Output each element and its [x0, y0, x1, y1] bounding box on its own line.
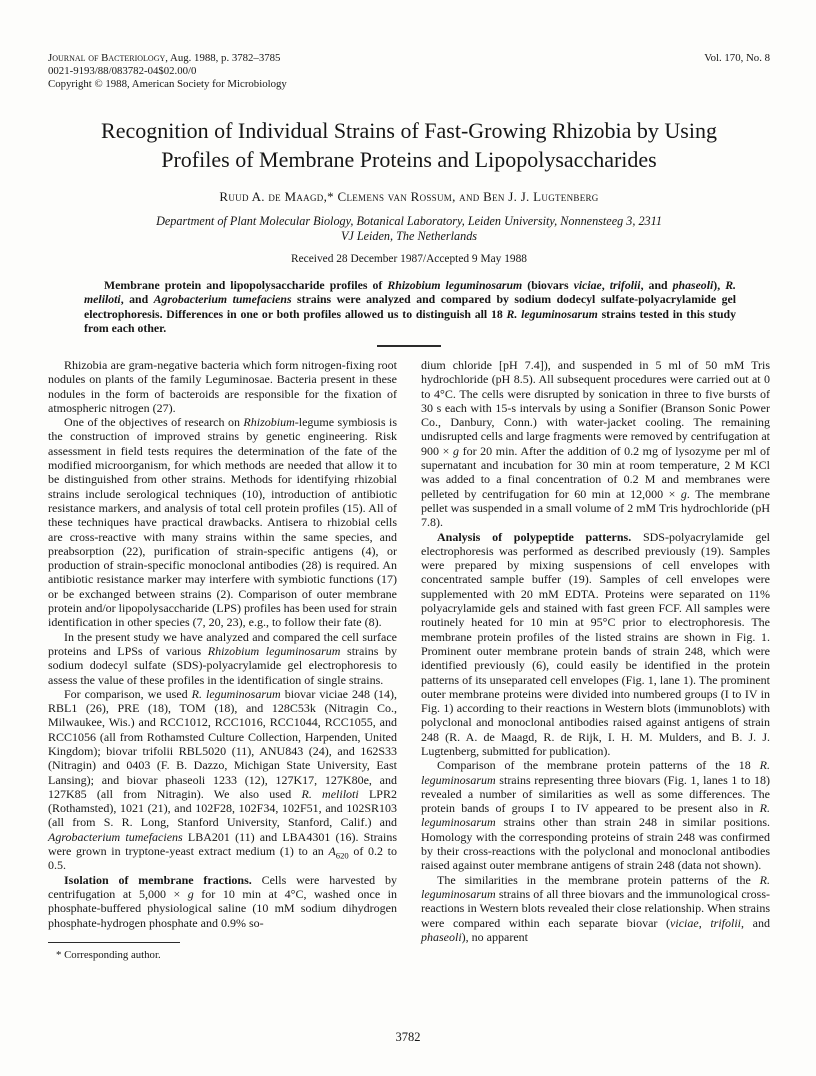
- left-column: [48, 358, 397, 962]
- corresponding-author-note: * Corresponding author.: [56, 948, 161, 961]
- article-title: Recognition of Individual Strains of Fast-Growing Rhizobia by Using Profiles of Membrane Proteins and Lipopolysaccharides: [101, 117, 717, 172]
- issn-line: 0021-9193/88/083782-04$02.00/0: [48, 65, 197, 78]
- authors-line: Ruud A. de Maagd,* Clemens van Rossum, and Ben J. J. Lugtenberg: [219, 188, 599, 204]
- paragraph: Analysis of polypeptide patterns. SDS-polyacrylamide gel electrophoresis was performed as described previously (19). Samples were prepared by mixing suspensions of cell envelopes with concentrated sample buffer (19). Samples of cell envelopes were supplemented with 20 mM EDTA. Proteins were separated on 11% polyacrylamide gels and stained with fast green FCF. All samples were routinely heated for 10 min at 95°C prior to electrophoresis. The membrane protein profiles of the listed strains are shown in Fig. 1. Prominent outer membrane protein bands of strain 248, which were identified previously (6), could easily be identified in the protein patterns of its unseparated cell envelopes (Fig. 1, lane 1). The prominent outer membrane proteins were divided into numbered groups (I to IV in Fig. 1) according to their reactions in Western blots (immunoblots) with polyclonal and monoclonal antibodies raised against antigens of strain 248 (R. A. de Maagd, R. de Rijk, I. H. M. Mulders, and B. J. J. Lugtenberg, submitted for publication).: [421, 529, 770, 758]
- received-dates: Received 28 December 1987/Accepted 9 May 1988: [291, 252, 527, 265]
- footnote-rule: [48, 942, 180, 943]
- footnote-block: [48, 942, 397, 962]
- paragraph: For comparison, we used R. leguminosarum biovar viciae 248 (14), RBL1 (26), PRE (18), TOM (18), and 128C53k (Nitragin Co., Milwaukee, Wis.) and RCC1012, RCC1016, RCC1044, RCC1055, and RCC1056 (all from Rothamsted Culture Collection, Harpenden, United Kingdom); biovar trifolii RBL5020 (11), ANU843 (24), and 162S33 (Nitragin) and 0403 (F. B. Dazzo, Michigan State University, East Lansing); and biovar phaseoli 1233 (12), 127K17, 127K80e, and 127K85 (all from Nitragin). We also used R. meliloti LPR2 (Rothamsted), 1021 (21), and 102F28, 102F34, 102F51, and 102SR103 (all from S. R. Long, Stanford University, Stanford, Calif.) and Agrobacterium tumefaciens LBA201 (11) and LBA4301 (16). Strains were grown in tryptone-yeast extract medium (1) to an $A_{620}$ of 0.2 to 0.5.: [48, 686, 398, 873]
- paragraph: Rhizobia are gram-negative bacteria which form nitrogen-fixing root nodules on plants of the family Leguminosae. Bacteria present in these nodules in the form of bacteroids are responsible for the fixation of atmospheric nitrogen (27).: [48, 357, 397, 415]
- copyright-line: Copyright © 1988, American Society for Microbiology: [48, 78, 287, 91]
- paragraph: Isolation of membrane fractions. Cells were harvested by centrifugation at 5,000 × g for 10 min at 4°C, washed once in phosphate-buffered physiological saline (10 mM sodium dihydrogen phosphate-hydrogen phosphate and 0.9% so-: [48, 872, 397, 930]
- volume-issue: Vol. 170, No. 8: [704, 52, 770, 64]
- masthead: [48, 52, 770, 92]
- affiliation: Department of Plant Molecular Biology, Botanical Laboratory, Leiden University, Nonnensteeg 3, 2311 VJ Leiden, The Netherlands: [156, 213, 662, 243]
- paragraph: dium chloride [pH 7.4]), and suspended in 5 ml of 50 mM Tris hydrochloride (pH 8.5). All subsequent procedures were carried out at 0 to 4°C. The cells were disrupted by sonication in three to five bursts of 30 s each with 15-s intervals by using a Sonifier (Branson Sonic Power Co., Danbury, Conn.) with water-jacket cooling. The remaining undisrupted cells and large fragments were removed by centrifugation at 900 × g for 20 min. After the addition of 0.2 mg of lysozyme per ml of supernatant and incubation for 30 min at room temperature, 2 M KCl was added to a final concentration of 0.2 M and membranes were pelleted by centrifugation for 60 min at 12,000 × g. The membrane pellet was suspended in a small volume of 2 mM Tris hydrochloride (pH 7.8).: [421, 357, 770, 530]
- masthead-left: [48, 52, 287, 92]
- right-column: [421, 358, 770, 962]
- paragraph: In the present study we have analyzed and compared the cell surface proteins and LPSs of various Rhizobium leguminosarum strains by sodium dodecyl sulfate (SDS)-polyacrylamide gel electrophoresis to assess the value of these profiles in the identification of single strains.: [48, 629, 397, 687]
- paragraph: One of the objectives of research on Rhizobium-legume symbiosis is the construction of improved strains by genetic engineering. Risk assessment in field tests requires the determination of the fate of the modified microorganism, for which methods are needed that allow it to be distinguished from other strains. Methods for identifying rhizobial strains include serological techniques (10), introduction of antibiotic resistance markers, and analysis of total cell protein profiles (15). All of these techniques have practical drawbacks. Antisera to rhizobial cells are cross-reactive with many strains within the same species, and preabsorption (22), purification of strain-specific antigens (4), or production of strain-specific monoclonal antibodies (28) is required. An antibiotic resistance marker may interfere with symbiotic functions (17) or be exchanged between strains (2). Comparison of outer membrane protein and/or lipopolysaccharide (LPS) profiles has been used for strain identification in other species (7, 20, 23), e.g., to follow their fate (8).: [48, 415, 397, 630]
- abstract-divider: [377, 345, 441, 347]
- paragraph: The similarities in the membrane protein patterns of the R. leguminosarum strains of all three biovars and the immunological cross-reactions in Western blots revealed their close relationship. When strains were compared within each separate biovar (viciae, trifolii, and phaseoli), no apparent: [421, 872, 770, 944]
- paragraph: Comparison of the membrane protein patterns of the 18 R. leguminosarum strains representing three biovars (Fig. 1, lanes 1 to 18) revealed a number of similarities as well as some differences. The protein bands of groups I to IV appeared to be present also in R. leguminosarum strains other than strain 248 in similar positions. Homology with the corresponding proteins of strain 248 was confirmed by their cross-reactions with the polyclonal and monoclonal antibodies raised against outer membrane antigens of strain 248 (data not shown).: [421, 758, 770, 873]
- page-number: 3782: [395, 1030, 421, 1044]
- abstract: Membrane protein and lipopolysaccharide profiles of Rhizobium leguminosarum (biovars viciae, trifolii, and phaseoli), R. meliloti, and Agrobacterium tumefaciens strains were analyzed and compared by sodium dodecyl sulfate-polyacrylamide gel electrophoresis. Differences in one or both profiles allowed us to distinguish all 18 R. leguminosarum strains tested in this study from each other.: [84, 277, 737, 336]
- journal-line: Journal of Bacteriology, Aug. 1988, p. 3782–3785: [48, 52, 281, 64]
- body-columns: [48, 358, 770, 962]
